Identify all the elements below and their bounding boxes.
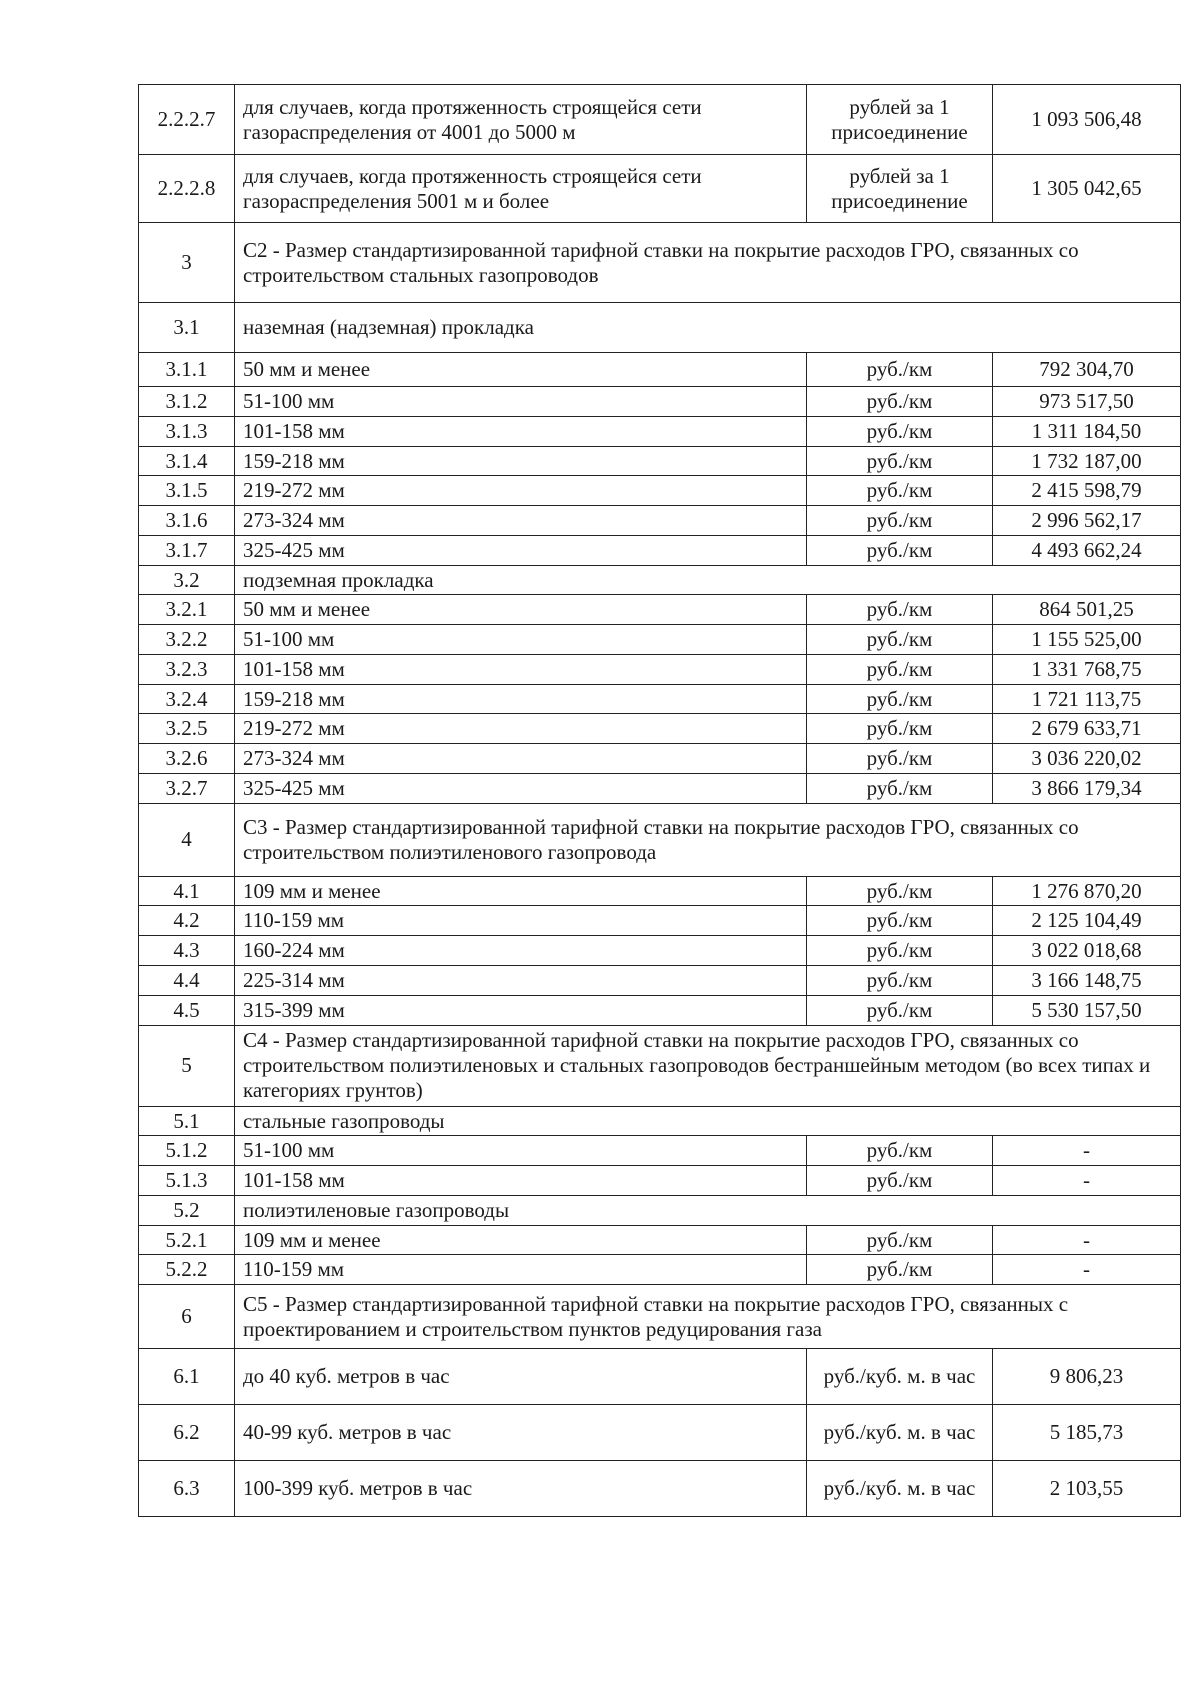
row-number: 5.2 — [139, 1195, 235, 1225]
row-value: 2 679 633,71 — [993, 714, 1181, 744]
row-value: 3 036 220,02 — [993, 744, 1181, 774]
table-row — [139, 387, 1181, 417]
row-value: - — [993, 1255, 1181, 1285]
row-description: 51-100 мм — [235, 387, 807, 417]
row-unit: руб./км — [807, 387, 993, 417]
table-row — [139, 1255, 1181, 1285]
row-number: 2.2.2.7 — [139, 85, 235, 155]
row-unit: руб./км — [807, 476, 993, 506]
row-number: 3.1.4 — [139, 446, 235, 476]
row-unit: рублей за 1 присоединение — [807, 155, 993, 223]
row-number: 4.2 — [139, 906, 235, 936]
row-number: 3.1.2 — [139, 387, 235, 417]
row-description: до 40 куб. метров в час — [235, 1349, 807, 1405]
row-description: 225-314 мм — [235, 966, 807, 996]
row-number: 3.1.1 — [139, 353, 235, 387]
row-description: 315-399 мм — [235, 995, 807, 1025]
row-number: 3.1 — [139, 303, 235, 353]
row-number: 3.2.2 — [139, 625, 235, 655]
row-description: 101-158 мм — [235, 416, 807, 446]
table-row — [139, 353, 1181, 387]
row-description: 50 мм и менее — [235, 595, 807, 625]
section-row — [139, 803, 1181, 876]
row-value: 864 501,25 — [993, 595, 1181, 625]
row-description: для случаев, когда протяженность строящейся сети газораспределения от 4001 до 5000 м — [235, 85, 807, 155]
row-description: 325-425 мм — [235, 773, 807, 803]
row-number: 5.2.2 — [139, 1255, 235, 1285]
table-row — [139, 995, 1181, 1025]
row-number: 5.2.1 — [139, 1225, 235, 1255]
table-row — [139, 1461, 1181, 1517]
row-description: 101-158 мм — [235, 1166, 807, 1196]
row-description: 100-399 куб. метров в час — [235, 1461, 807, 1517]
row-description: 40-99 куб. метров в час — [235, 1405, 807, 1461]
row-number: 2.2.2.8 — [139, 155, 235, 223]
row-description: 109 мм и менее — [235, 1225, 807, 1255]
table-row — [139, 155, 1181, 223]
row-number: 3.2 — [139, 565, 235, 595]
row-unit: руб./куб. м. в час — [807, 1405, 993, 1461]
row-description: 219-272 мм — [235, 476, 807, 506]
row-unit: руб./км — [807, 995, 993, 1025]
table-row — [139, 1405, 1181, 1461]
row-number: 4.3 — [139, 936, 235, 966]
row-description: 325-425 мм — [235, 535, 807, 565]
table-row — [139, 1349, 1181, 1405]
row-value: 1 732 187,00 — [993, 446, 1181, 476]
row-description: 273-324 мм — [235, 506, 807, 536]
row-unit: руб./км — [807, 936, 993, 966]
row-value: 1 305 042,65 — [993, 155, 1181, 223]
section-row — [139, 223, 1181, 303]
table-row — [139, 1136, 1181, 1166]
row-value: 5 185,73 — [993, 1405, 1181, 1461]
row-number: 6 — [139, 1285, 235, 1349]
row-number: 3.1.5 — [139, 476, 235, 506]
row-description: 159-218 мм — [235, 684, 807, 714]
table-row — [139, 595, 1181, 625]
row-number: 3.2.6 — [139, 744, 235, 774]
row-unit: руб./км — [807, 654, 993, 684]
table-row — [139, 684, 1181, 714]
row-number: 3.2.1 — [139, 595, 235, 625]
row-unit: руб./км — [807, 966, 993, 996]
section-title: С2 - Размер стандартизированной тарифной ставки на покрытие расходов ГРО, связанных со строительством стальных газопроводов — [235, 223, 1181, 303]
section-row — [139, 565, 1181, 595]
section-title: наземная (надземная) прокладка — [235, 303, 1181, 353]
row-unit: руб./км — [807, 906, 993, 936]
row-value: - — [993, 1136, 1181, 1166]
table-row — [139, 654, 1181, 684]
row-number: 3 — [139, 223, 235, 303]
tariff-table — [138, 84, 1181, 1517]
row-number: 6.1 — [139, 1349, 235, 1405]
row-unit: рублей за 1 присоединение — [807, 85, 993, 155]
section-title: С5 - Размер стандартизированной тарифной ставки на покрытие расходов ГРО, связанных с проектированием и строительством пунктов редуцирования газа — [235, 1285, 1181, 1349]
section-title: С4 - Размер стандартизированной тарифной ставки на покрытие расходов ГРО, связанных со строительством полиэтиленовых и стальных газопроводов бестраншейным методом (во всех типах и категориях грунтов) — [235, 1025, 1181, 1106]
row-description: 50 мм и менее — [235, 353, 807, 387]
table-row — [139, 506, 1181, 536]
row-number: 6.3 — [139, 1461, 235, 1517]
row-unit: руб./км — [807, 1225, 993, 1255]
row-description: 51-100 мм — [235, 625, 807, 655]
table-row — [139, 1166, 1181, 1196]
row-number: 5.1 — [139, 1106, 235, 1136]
row-value: 1 331 768,75 — [993, 654, 1181, 684]
table-row — [139, 85, 1181, 155]
section-row — [139, 1025, 1181, 1106]
row-number: 3.2.4 — [139, 684, 235, 714]
row-unit: руб./км — [807, 876, 993, 906]
table-row — [139, 416, 1181, 446]
row-value: 1 093 506,48 — [993, 85, 1181, 155]
row-unit: руб./км — [807, 1255, 993, 1285]
row-unit: руб./км — [807, 506, 993, 536]
row-value: 2 125 104,49 — [993, 906, 1181, 936]
row-value: 1 721 113,75 — [993, 684, 1181, 714]
row-value: 9 806,23 — [993, 1349, 1181, 1405]
table-row — [139, 936, 1181, 966]
row-unit: руб./км — [807, 744, 993, 774]
table-row — [139, 446, 1181, 476]
row-description: 160-224 мм — [235, 936, 807, 966]
table-row — [139, 773, 1181, 803]
section-title: полиэтиленовые газопроводы — [235, 1195, 1181, 1225]
section-title: подземная прокладка — [235, 565, 1181, 595]
row-number: 3.1.6 — [139, 506, 235, 536]
section-row — [139, 1106, 1181, 1136]
row-value: - — [993, 1166, 1181, 1196]
row-unit: руб./км — [807, 714, 993, 744]
row-number: 4.1 — [139, 876, 235, 906]
row-value: 1 276 870,20 — [993, 876, 1181, 906]
row-value: 3 166 148,75 — [993, 966, 1181, 996]
table-row — [139, 625, 1181, 655]
row-number: 5 — [139, 1025, 235, 1106]
row-value: 2 415 598,79 — [993, 476, 1181, 506]
table-row — [139, 714, 1181, 744]
row-number: 5.1.3 — [139, 1166, 235, 1196]
section-title: стальные газопроводы — [235, 1106, 1181, 1136]
row-description: 110-159 мм — [235, 1255, 807, 1285]
row-description: 101-158 мм — [235, 654, 807, 684]
table-row — [139, 744, 1181, 774]
row-description: 159-218 мм — [235, 446, 807, 476]
row-description: 110-159 мм — [235, 906, 807, 936]
table-row — [139, 535, 1181, 565]
row-unit: руб./км — [807, 1166, 993, 1196]
row-value: 3 866 179,34 — [993, 773, 1181, 803]
row-number: 6.2 — [139, 1405, 235, 1461]
row-unit: руб./куб. м. в час — [807, 1461, 993, 1517]
row-value: 792 304,70 — [993, 353, 1181, 387]
row-unit: руб./км — [807, 535, 993, 565]
row-description: для случаев, когда протяженность строящейся сети газораспределения 5001 м и более — [235, 155, 807, 223]
row-number: 4.4 — [139, 966, 235, 996]
table-row — [139, 876, 1181, 906]
row-unit: руб./км — [807, 446, 993, 476]
row-unit: руб./км — [807, 595, 993, 625]
section-row — [139, 1285, 1181, 1349]
row-value: 5 530 157,50 — [993, 995, 1181, 1025]
row-value: 1 155 525,00 — [993, 625, 1181, 655]
row-number: 3.2.3 — [139, 654, 235, 684]
row-value: 4 493 662,24 — [993, 535, 1181, 565]
row-description: 273-324 мм — [235, 744, 807, 774]
row-number: 3.1.7 — [139, 535, 235, 565]
row-description: 109 мм и менее — [235, 876, 807, 906]
row-description: 219-272 мм — [235, 714, 807, 744]
row-unit: руб./км — [807, 353, 993, 387]
row-number: 3.1.3 — [139, 416, 235, 446]
row-value: 3 022 018,68 — [993, 936, 1181, 966]
row-number: 4.5 — [139, 995, 235, 1025]
table-row — [139, 1225, 1181, 1255]
row-value: 2 103,55 — [993, 1461, 1181, 1517]
row-unit: руб./куб. м. в час — [807, 1349, 993, 1405]
row-unit: руб./км — [807, 625, 993, 655]
row-value: 973 517,50 — [993, 387, 1181, 417]
table-row — [139, 966, 1181, 996]
row-number: 4 — [139, 803, 235, 876]
section-row — [139, 303, 1181, 353]
row-unit: руб./км — [807, 1136, 993, 1166]
tariff-table-body — [139, 85, 1181, 1517]
row-number: 3.2.5 — [139, 714, 235, 744]
row-value: 1 311 184,50 — [993, 416, 1181, 446]
row-number: 5.1.2 — [139, 1136, 235, 1166]
section-title: С3 - Размер стандартизированной тарифной ставки на покрытие расходов ГРО, связанных со строительством полиэтиленового газопровода — [235, 803, 1181, 876]
table-row — [139, 906, 1181, 936]
row-value: 2 996 562,17 — [993, 506, 1181, 536]
row-number: 3.2.7 — [139, 773, 235, 803]
row-unit: руб./км — [807, 684, 993, 714]
row-description: 51-100 мм — [235, 1136, 807, 1166]
row-value: - — [993, 1225, 1181, 1255]
section-row — [139, 1195, 1181, 1225]
row-unit: руб./км — [807, 773, 993, 803]
row-unit: руб./км — [807, 416, 993, 446]
table-row — [139, 476, 1181, 506]
